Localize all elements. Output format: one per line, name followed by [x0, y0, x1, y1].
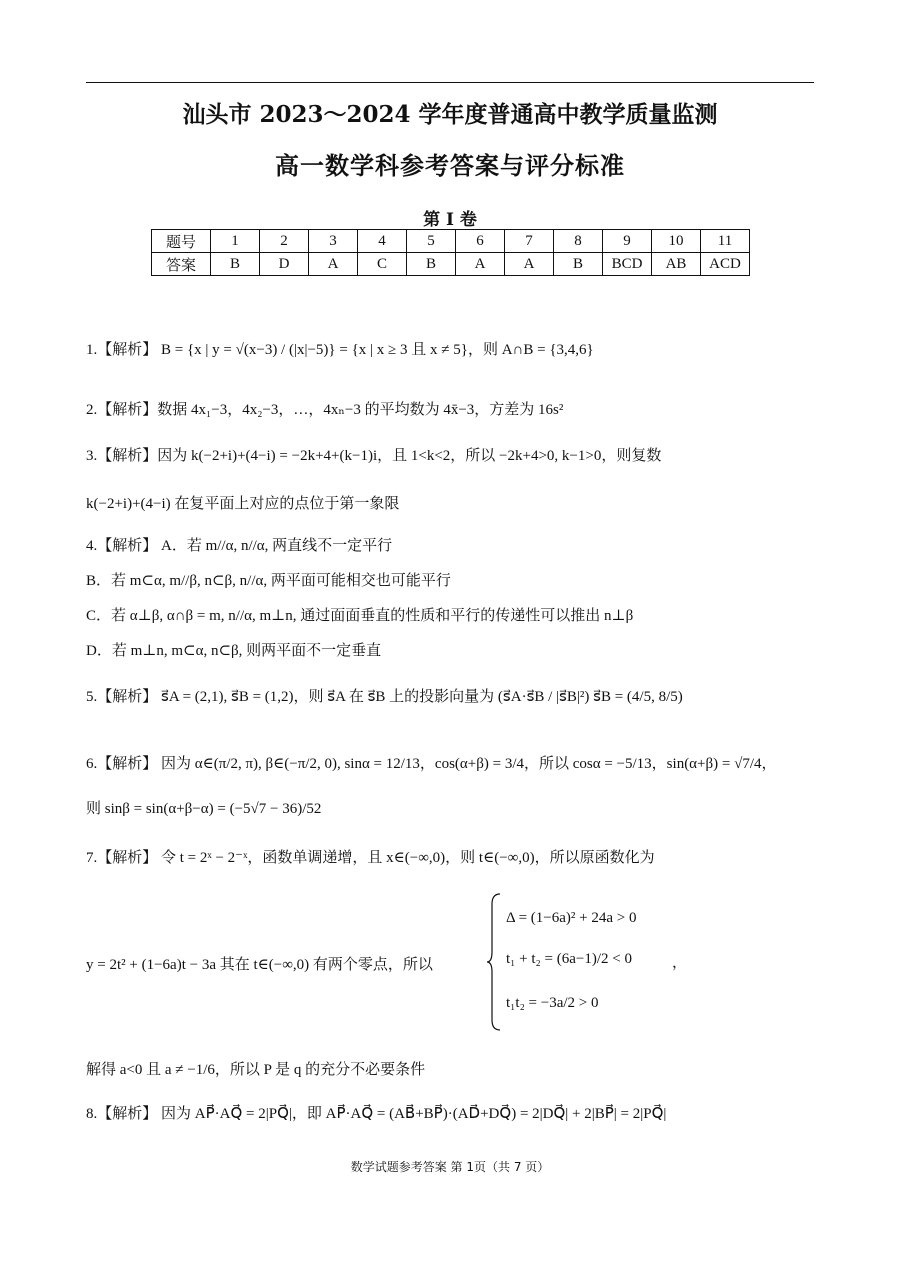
solution-7-line-1: 7.【解析】 令 t = 2ˣ − 2⁻ˣ，函数单调递增，且 x∈(−∞,0)，则 t∈(−∞,0)，所以原函数化为	[86, 850, 655, 866]
table-cell: C	[358, 253, 407, 276]
system-equation-3: t₁t₂ = −3a/2 > 0	[506, 995, 599, 1011]
solution-3-line-2: k(−2+i)+(4−i) 在复平面上对应的点位于第一象限	[86, 496, 400, 512]
system-brace	[486, 892, 502, 1032]
solution-6-line-1: 6.【解析】 因为 α∈(π/2, π), β∈(−π/2, 0), sinα = 12/13，cos(α+β) = 3/4，所以 cosα = −5/13，sin(α+β) = √7/4，	[86, 756, 777, 772]
table-cell: D	[260, 253, 309, 276]
system-trailing-comma: ，	[672, 955, 688, 971]
table-cell: ACD	[701, 253, 750, 276]
solution-1: 1.【解析】 B = {x | y = √(x−3) / (|x|−5)} = {x | x ≥ 3 且 x ≠ 5}，则 A∩B = {3,4,6}	[86, 342, 594, 358]
row-label: 题号	[152, 230, 211, 253]
table-cell: A	[456, 253, 505, 276]
table-cell: 7	[505, 230, 554, 253]
page-footer: 数学试题参考答案 第 1页（共 7 页）	[350, 1160, 550, 1174]
table-cell: A	[505, 253, 554, 276]
solution-5: 5.【解析】 s⃗A = (2,1), s⃗B = (1,2)，则 s⃗A 在 s⃗B 上的投影向量为 (s⃗A·s⃗B / |s⃗B|²) s⃗B = (4/5, 8/5)	[86, 689, 683, 705]
solution-7-line-3: 解得 a<0 且 a ≠ −1/6，所以 P 是 q 的充分不必要条件	[86, 1062, 426, 1078]
table-cell: 1	[211, 230, 260, 253]
table-cell: B	[554, 253, 603, 276]
system-equation-1: Δ = (1−6a)² + 24a > 0	[506, 910, 637, 926]
solution-4-line-b: B．若 m⊂α, m//β, n⊂β, n//α, 两平面可能相交也可能平行	[86, 573, 451, 589]
table-cell: 2	[260, 230, 309, 253]
table-cell: BCD	[603, 253, 652, 276]
table-cell: 5	[407, 230, 456, 253]
table-row-answers	[152, 253, 750, 276]
system-equation-2: t₁ + t₂ = (6a−1)/2 < 0	[506, 951, 632, 967]
answer-table	[151, 229, 750, 276]
table-row-numbers	[152, 230, 750, 253]
table-cell: 8	[554, 230, 603, 253]
table-cell: B	[211, 253, 260, 276]
solution-4-line-c: C．若 α⊥β, α∩β = m, n//α, m⊥n, 通过面面垂直的性质和平行的传递性可以推出 n⊥β	[86, 608, 634, 624]
solution-6-line-2: 则 sinβ = sin(α+β−α) = (−5√7 − 36)/52	[86, 801, 322, 817]
table-cell: 3	[309, 230, 358, 253]
row-label: 答案	[152, 253, 211, 276]
table-cell: 4	[358, 230, 407, 253]
solution-7-line-2: y = 2t² + (1−6a)t − 3a 其在 t∈(−∞,0) 有两个零点，所以	[86, 957, 433, 973]
table-cell: 11	[701, 230, 750, 253]
top-rule	[86, 82, 814, 83]
solution-4-line-a: 4.【解析】 A．若 m//α, n//α, 两直线不一定平行	[86, 538, 393, 554]
table-cell: B	[407, 253, 456, 276]
section-heading: 第 Ⅰ 卷	[423, 210, 477, 230]
solution-8: 8.【解析】 因为 AP⃗·AQ⃗ = 2|PQ⃗|，即 AP⃗·AQ⃗ = (AB⃗+BP⃗)·(AD⃗+DQ⃗) = 2|DQ⃗| + 2|BP⃗| = 2|PQ⃗|	[86, 1106, 667, 1122]
table-cell: 6	[456, 230, 505, 253]
table-cell: 10	[652, 230, 701, 253]
table-cell: A	[309, 253, 358, 276]
solution-3-line-1: 3.【解析】因为 k(−2+i)+(4−i) = −2k+4+(k−1)i，且 1<k<2，所以 −2k+4>0, k−1>0，则复数	[86, 448, 662, 464]
document-subtitle: 高一数学科参考答案与评分标准	[275, 151, 625, 180]
table-cell: 9	[603, 230, 652, 253]
table-cell: AB	[652, 253, 701, 276]
solution-4-line-d: D．若 m⊥n, m⊂α, n⊂β, 则两平面不一定垂直	[86, 643, 382, 659]
solution-2: 2.【解析】数据 4x₁−3，4x₂−3，…，4xₙ−3 的平均数为 4x̄−3，方差为 16s²	[86, 402, 564, 418]
exam-title: 汕头市 2023～2024 学年度普通高中教学质量监测	[182, 101, 718, 128]
